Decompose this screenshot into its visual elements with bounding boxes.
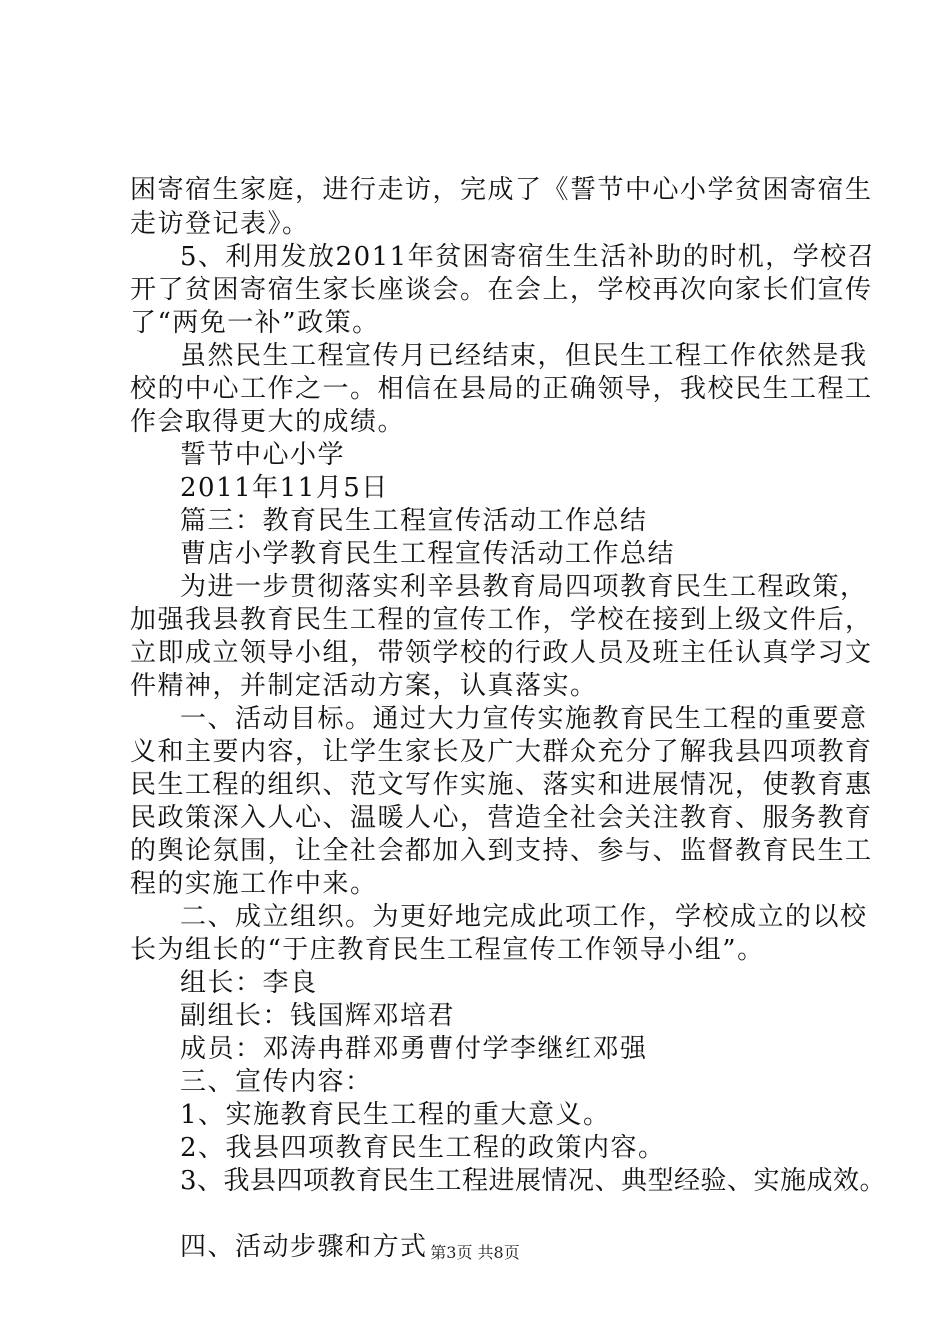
text-line: 一、活动目标。通过大力宣传实施教育民生工程的重要意 [180,704,868,734]
text-line: 组长：李良 [180,968,318,998]
text-line: 副组长：钱国辉邓培君 [180,1001,456,1031]
list-item: 1、实施教育民生工程的重大意义。 [180,1100,611,1130]
text-line: 二、成立组织。为更好地完成此项工作，学校成立的以校 [180,902,868,932]
text-line: 虽然民生工程宣传月已经结束，但民生工程工作依然是我 [180,341,868,371]
text-line: 三、宣传内容： [180,1067,373,1097]
text-line: 加强我县教育民生工程的宣传工作，学校在接到上级文件后， [130,605,873,635]
text-line: 了“两免一补”政策。 [130,308,380,338]
text-line: 的舆论氛围，让全社会都加入到支持、参与、监督教育民生工 [130,836,873,866]
text-line: 义和主要内容，让学生家长及广大群众充分了解我县四项教育 [130,737,873,767]
signature-date: 2011年11月5日 [180,473,389,503]
signature-school: 誓节中心小学 [180,440,346,470]
text-line: 作会取得更大的成绩。 [130,407,406,437]
text-line: 开了贫困寄宿生家长座谈会。在会上，学校再次向家长们宣传 [130,275,873,305]
section-heading: 篇三：教育民生工程宣传活动工作总结 [180,506,648,536]
text-line: 走访登记表》。 [130,209,310,239]
text-line: 长为组长的“于庄教育民生工程宣传工作领导小组”。 [130,935,765,965]
list-item: 2、我县四项教育民生工程的政策内容。 [180,1133,666,1163]
text-line: 件精神，并制定活动方案，认真落实。 [130,671,598,701]
text-line: 为进一步贯彻落实利辛县教育局四项教育民生工程政策， [180,572,868,602]
page-footer: 第3页 共8页 [430,1243,520,1262]
text-line: 程的实施工作中来。 [130,869,378,899]
article-title: 曹店小学教育民生工程宣传活动工作总结 [180,539,676,569]
text-line: 困寄宿生家庭，进行走访，完成了《誓节中心小学贫困寄宿生 [130,175,873,205]
text-line: 民生工程的组织、范文写作实施、落实和进展情况，使教育惠 [130,770,873,800]
text-line: 5、利用发放2011年贫困寄宿生生活补助的时机，学校召 [180,242,876,272]
list-item: 3、我县四项教育民生工程进展情况、典型经验、实施成效。 [180,1166,887,1196]
text-line: 校的中心工作之一。相信在县局的正确领导，我校民生工程工 [130,374,873,404]
text-line: 成员：邓涛冉群邓勇曹付学李继红邓强 [180,1034,648,1064]
text-line: 立即成立领导小组，带领学校的行政人员及班主任认真学习文 [130,638,873,668]
section-heading: 四、活动步骤和方式 [180,1232,428,1262]
text-line: 民政策深入人心、温暖人心，营造全社会关注教育、服务教育 [130,803,873,833]
